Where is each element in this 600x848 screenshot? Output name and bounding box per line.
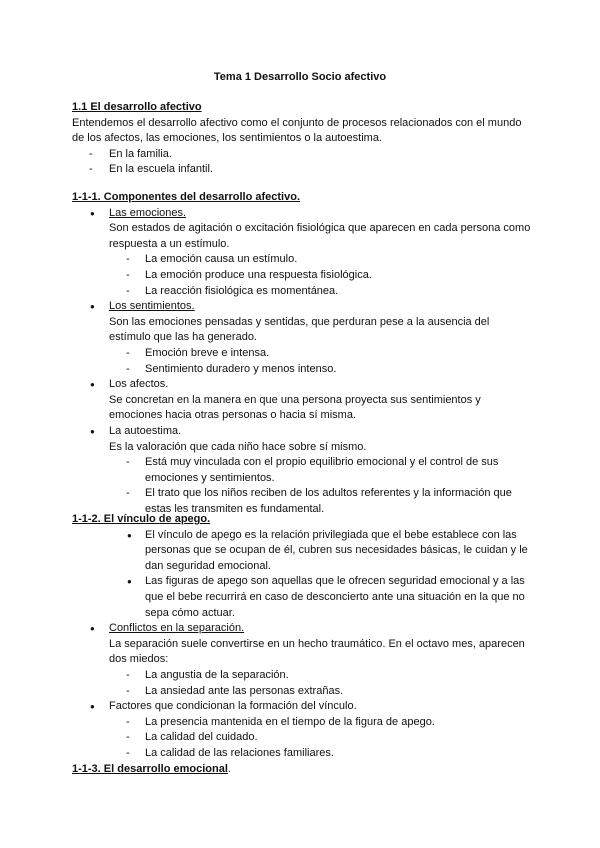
bullet-conflictos	[72, 621, 532, 637]
section-heading: 1.1 El desarrollo afectivo	[72, 101, 202, 113]
document-title: Tema 1 Desarrollo Socio afectivo	[213, 71, 387, 83]
bullet-emociones	[72, 206, 532, 222]
list-item: - La calidad del cuidado.	[72, 730, 532, 746]
list-item: - En la familia.	[72, 147, 532, 163]
bullet-item: ● El vínculo de apego es la relación privilegiada que el bebe establece con las personas que se ocupan de él, cubren sus necesidades básicas, le cuidan y le dan seguridad emocional.	[72, 528, 532, 575]
section-vinculo-apego	[72, 512, 532, 762]
section-heading: 1-1-2. El vínculo de apego.	[72, 513, 211, 525]
bullet-label: Las emociones.	[109, 206, 187, 219]
list-item: - La reacción fisiológica es momentánea.	[72, 284, 532, 300]
section-heading: 1-1-3. El desarrollo emocional	[72, 763, 228, 775]
bullet-sentimientos	[72, 299, 532, 315]
section-desarrollo-emocional	[72, 762, 532, 778]
list-item: - Emoción breve e intensa.	[72, 346, 532, 362]
bullet-label: Los sentimientos.	[109, 300, 195, 313]
bullet-label: Conflictos en la separación.	[109, 622, 245, 635]
heading-suffix: .	[227, 763, 231, 775]
bullet-description: Se concretan en la manera en que una persona proyecta sus sentimientos y emociones hacia otras personas o hacia sí misma.	[109, 393, 481, 422]
bullet-description: Son estados de agitación o excitación fisiológica que aparecen en cada persona como respuesta a un estímulo.	[109, 222, 531, 250]
bullet-label: Los afectos.	[109, 378, 169, 391]
section-intro: Entendemos el desarrollo afectivo como el conjunto de procesos relacionados con el mundo de los afectos, las emociones, los sentimientos o la autoestima.	[72, 116, 522, 145]
section-desarrollo-afectivo	[72, 100, 532, 178]
bullet-label: La autoestima.	[109, 424, 182, 437]
list-item: - En la escuela infantil.	[72, 162, 532, 178]
list-item: - Está muy vinculada con el propio equilibrio emocional y el control de sus emociones y sentimientos.	[72, 455, 532, 486]
bullet-autoestima	[72, 424, 532, 440]
list-item: - La calidad de las relaciones familiares.	[72, 746, 532, 762]
bullet-description: Son las emociones pensadas y sentidas, que perduran pese a la ausencia del estímulo que las ha generado.	[109, 315, 490, 344]
list-item: - La ansiedad ante las personas extrañas.	[72, 684, 532, 700]
list-item: - La presencia mantenida en el tiempo de la figura de apego.	[72, 715, 532, 731]
list-item: - Sentimiento duradero y menos intenso.	[72, 362, 532, 378]
bullet-label: Factores que condicionan la formación del vínculo.	[109, 700, 357, 713]
section-heading: 1-1-1. Componentes del desarrollo afectivo.	[72, 191, 301, 203]
section-componentes	[72, 190, 532, 517]
list-item: - El trato que los niños reciben de los adultos referentes y la información que estas les transmiten es fundamental.	[72, 486, 532, 517]
bullet-item: ● Las figuras de apego son aquellas que le ofrecen seguridad emocional y a las que el bebe recurrirá en caso de desconcierto ante una situación en la que no sepa cómo actuar.	[72, 574, 532, 621]
list-item: - La emoción produce una respuesta fisiológica.	[72, 268, 532, 284]
list-item: - La emoción causa un estímulo.	[72, 252, 532, 268]
bullet-afectos	[72, 377, 532, 393]
list-item: - La angustia de la separación.	[72, 668, 532, 684]
bullet-description: La separación suele convertirse en un hecho traumático. En el octavo mes, aparecen dos miedos:	[109, 637, 525, 666]
bullet-description: Es la valoración que cada niño hace sobre sí mismo.	[109, 440, 367, 453]
bullet-factores	[72, 699, 532, 715]
